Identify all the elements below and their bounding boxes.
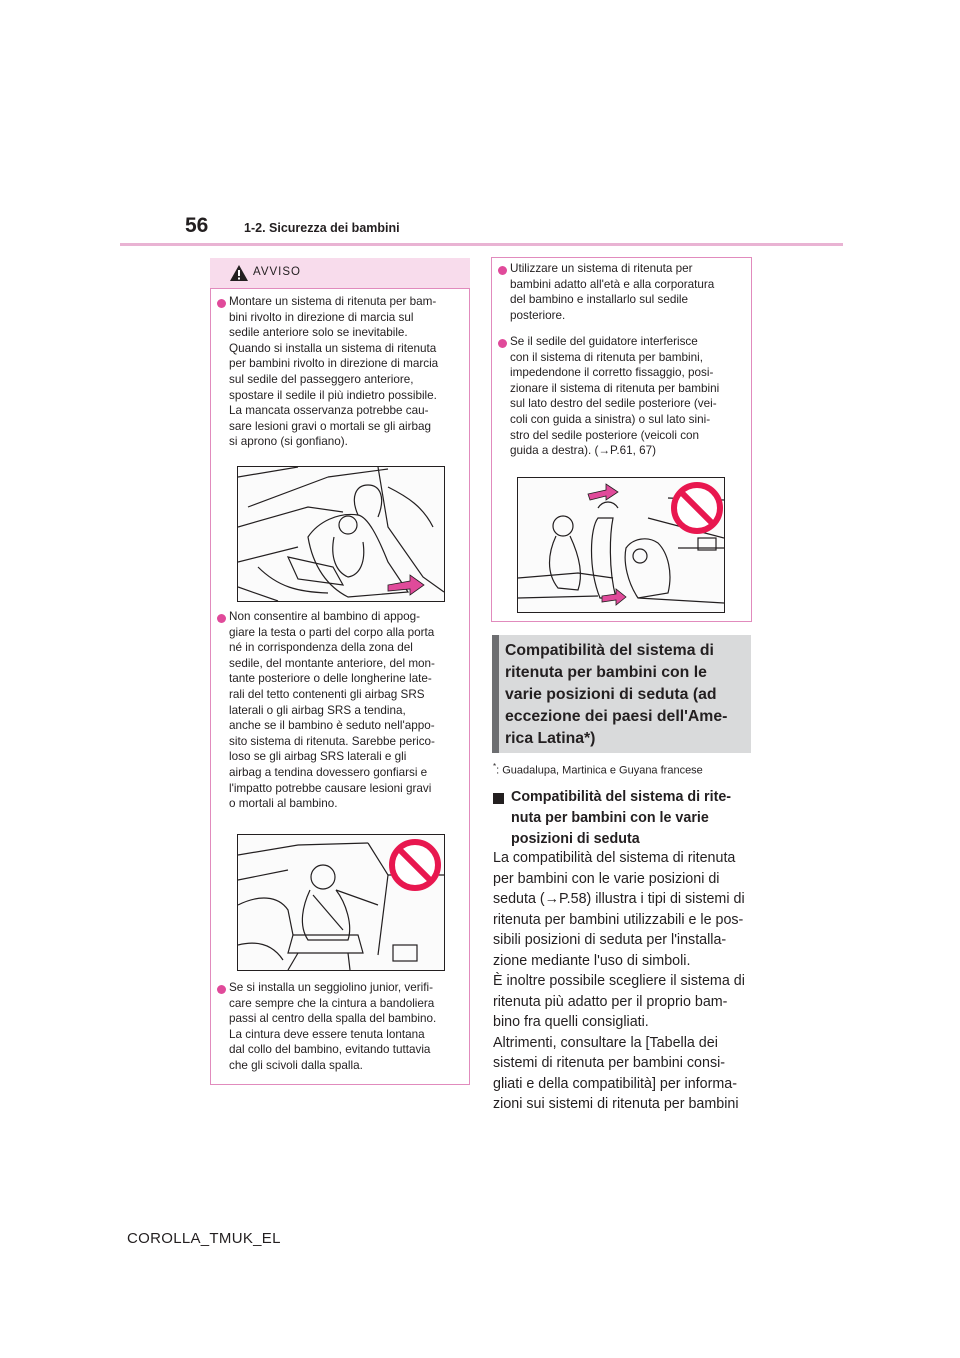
illustration-driver-seat-interference — [517, 477, 725, 613]
bullet-dot-icon — [217, 614, 226, 623]
footnote-mark: * — [493, 762, 497, 771]
subheading: Compatibilità del sistema di rite- nuta per bambini con le varie posizioni di seduta — [511, 789, 732, 847]
illustration-front-child-seat — [237, 466, 445, 602]
warning-item-2: Non consentire al bambino di appog- giare la testa o parti del corpo alla porta né in corrispondenza della zona del sedile, del montante anteriore, del mon- tante posteriore o delle longherine late- rali del tetto contenenti gli airbag SRS laterali o gli airbag SRS a tendina, anche se il bambino è seduto nell'appo- sito sistema di ritenuta. Sarebbe perico- loso se gli airbag SRS laterali e gli airbag a tendina dovessero gonfiarsi e l'impatto potrebbe causare lesioni gravi o mortali al bambino. — [229, 610, 435, 811]
bullet-dot-icon — [217, 985, 226, 994]
warning-item-5: Se il sedile del guidatore interferisce con il sistema di ritenuta per bambini, impedendone il corretto fissaggio, posi- zionare il sistema di ritenuta per bambini sul lato destro del sedile posteriore (vei- coli con guida a sinistra) o sul lato sini- stro del sedile posteriore (veicoli con guida a destra). (→P.61, 67) — [510, 335, 720, 458]
section-heading-bar — [492, 635, 499, 753]
header-rule — [120, 243, 843, 246]
arrow-icon — [588, 484, 618, 500]
bullet-dot-icon — [217, 299, 226, 308]
section-title: Compatibilità del sistema di ritenuta per bambini con le varie posizioni di seduta (ad eccezione dei paesi dell'Ame- rica Latina*) — [505, 642, 728, 747]
warning-item-3: Se si installa un seggiolino junior, verifi- care sempre che la cintura a bandoliera passi al centro della spalla del bambino. La cintura deve essere tenuta lontana dal collo del bambino, evitando tuttavia che gli scivoli dalla spalla. — [229, 981, 437, 1072]
warning-header — [210, 258, 470, 289]
page-number: 56 — [185, 214, 209, 237]
warning-item-4: Utilizzare un sistema di ritenuta per bambini adatto all'età e alla corporatura del bambino e installarlo sul sedile posteriore. — [510, 262, 715, 322]
subheading-square-icon — [493, 793, 504, 804]
body-text: La compatibilità del sistema di ritenuta per bambini con le varie posizioni di seduta (→P.58) illustra i tipi di sistemi di ritenuta per bambini utilizzabili e le pos- sibili posizioni di seduta per l'installa- zione mediante l'uso di simboli. È inoltre possibile scegliere il sistema di ritenuta più adatto per il proprio bam- bino fra quelli consigliati. Altrimenti, consultare la [Tabella dei sistemi di ritenuta per bambini consi- gliati e della compatibilità] per informa- zioni sui sistemi di ritenuta per bambini — [493, 850, 745, 1112]
warning-title: AVVISO — [253, 266, 301, 278]
warning-item-1: Montare un sistema di ritenuta per bam- bini rivolto in direzione di marcia sul sedile anteriore solo se inevitabile. Quando si installa un sistema di ritenuta per bambini rivolto in direzione di marcia sul sedile del passeggero anteriore, spostare il sedile il più indietro possibile. La mancata osservanza potrebbe cau- sare lesioni gravi o mortali se gli airbag si aprono (si gonfiano). — [229, 295, 439, 449]
bullet-dot-icon — [498, 266, 507, 275]
footnote: *: Guadalupa, Martinica e Guyana francese — [493, 762, 703, 777]
chapter-title: 1-2. Sicurezza dei bambini — [244, 221, 400, 235]
prohibition-icon — [388, 838, 442, 892]
prohibition-icon — [670, 481, 724, 535]
warning-triangle-icon — [229, 264, 249, 282]
bullet-dot-icon — [498, 339, 507, 348]
footer-code: COROLLA_TMUK_EL — [127, 1230, 281, 1247]
illustration-child-leaning — [237, 834, 445, 971]
